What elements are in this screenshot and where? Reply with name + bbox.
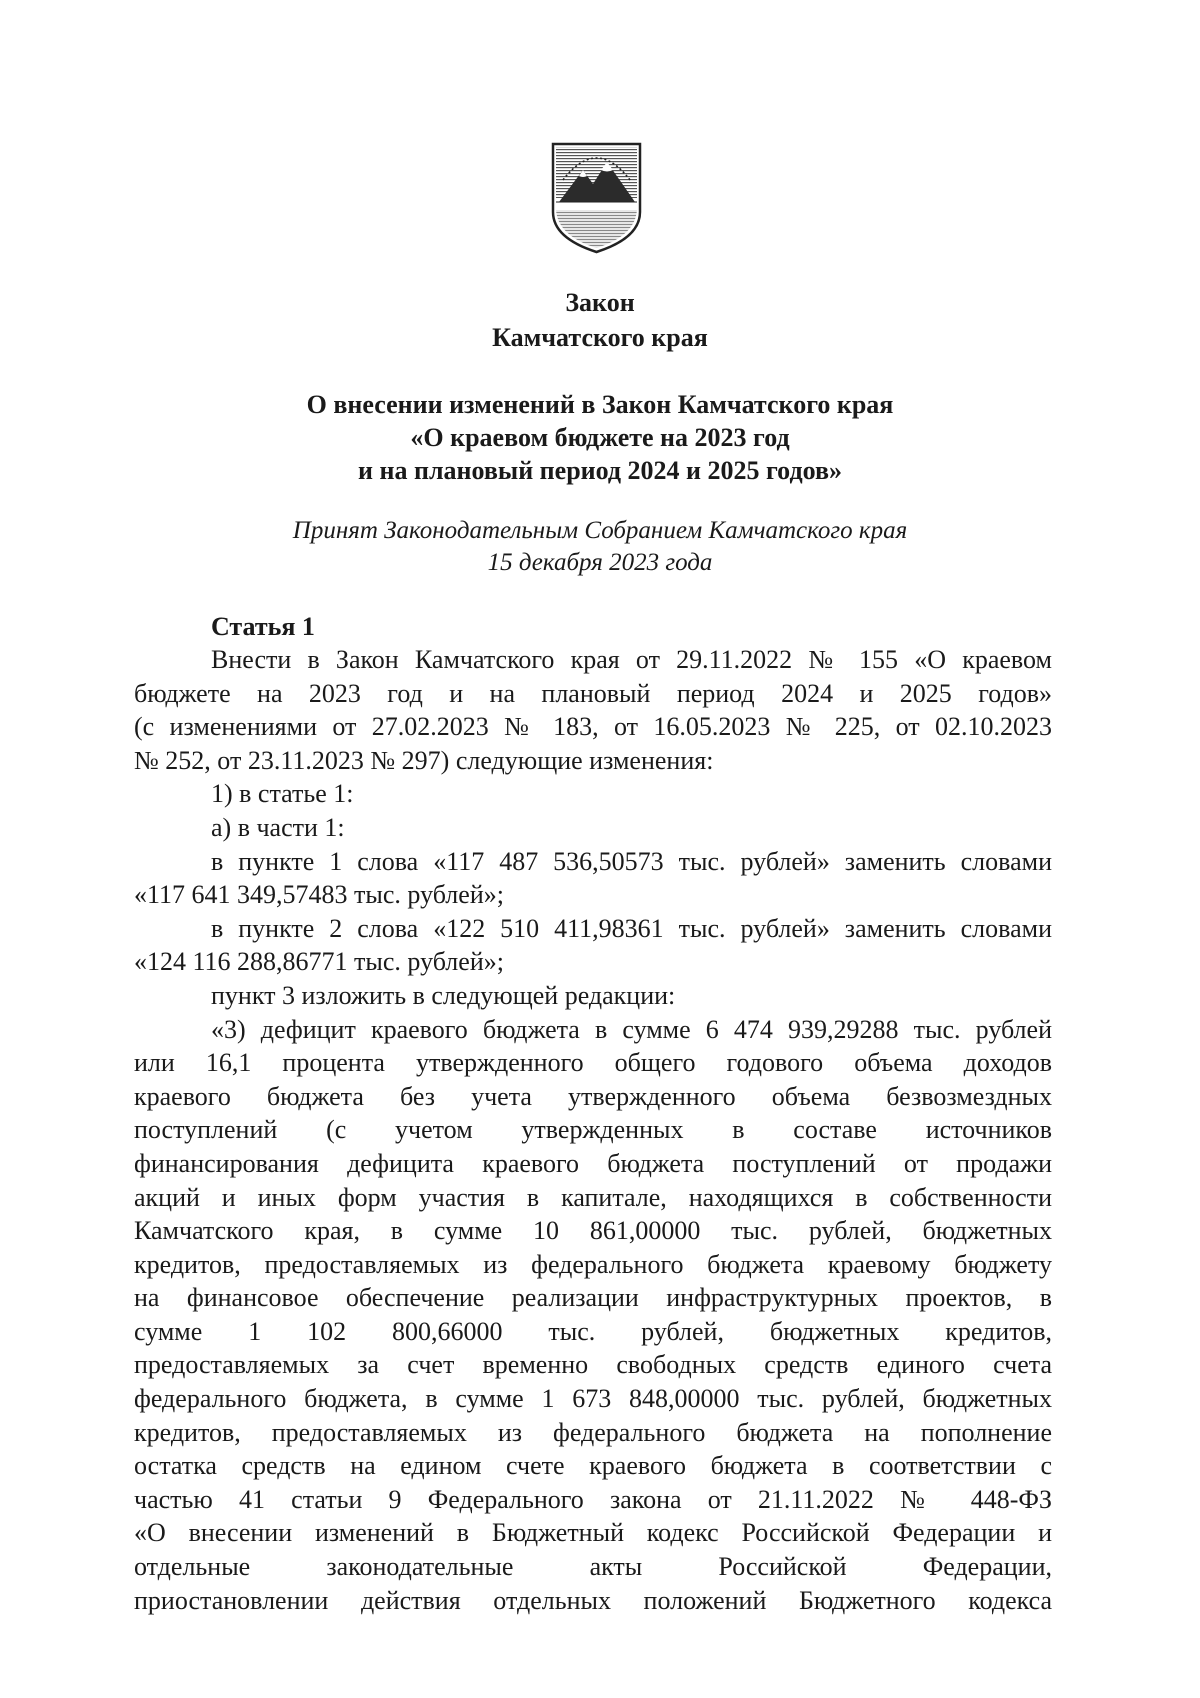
law-subtitle-line: «О краевом бюджете на 2023 год — [410, 423, 790, 452]
paragraph-point1 — [134, 845, 1052, 912]
text-line: федерального бюджета, в сумме 1 673 848,00000 тыс. рублей, бюджетных — [134, 1384, 1052, 1414]
law-subtitle — [0, 388, 1200, 487]
text-line: или 16,1 процента утвержденного общего годового объема доходов — [134, 1048, 1052, 1078]
list-item: 1) в статье 1: — [211, 779, 354, 809]
paragraph-point2 — [134, 912, 1052, 979]
text-line: поступлений (с учетом утвержденных в составе источников — [134, 1115, 1052, 1145]
text-line: кредитов, предоставляемых из федерального бюджета на пополнение — [134, 1417, 1052, 1447]
text-line: остатка средств на едином счете краевого бюджета в соответствии с — [134, 1451, 1052, 1481]
article-body — [134, 643, 1052, 1617]
text-line: «124 116 288,86771 тыс. рублей»; — [134, 947, 504, 977]
text-line: «3) дефицит краевого бюджета в сумме 6 474 939,29288 тыс. рублей — [211, 1014, 1052, 1044]
text-line: в пункте 2 слова «122 510 411,98361 тыс. рублей» заменить словами — [211, 913, 1052, 943]
text-line: Камчатского края, в сумме 10 861,00000 тыс. рублей, бюджетных — [134, 1216, 1052, 1246]
law-title-line: Закон — [565, 288, 635, 317]
text-line: «117 641 349,57483 тыс. рублей»; — [134, 880, 504, 910]
text-line: «О внесении изменений в Бюджетный кодекс Российской Федерации и — [134, 1518, 1052, 1548]
law-subtitle-line: и на плановый период 2024 и 2025 годов» — [358, 456, 842, 485]
text-line: № 252, от 23.11.2023 № 297) следующие изменения: — [134, 745, 714, 775]
text-line: кредитов, предоставляемых из федерального бюджета краевому бюджету — [134, 1249, 1052, 1279]
law-subtitle-line: О внесении изменений в Закон Камчатского края — [306, 390, 894, 419]
adoption-note-line: Принят Законодательным Собранием Камчатского края — [292, 517, 908, 544]
text-line: частью 41 статьи 9 Федерального закона от 21.11.2022 № 448-ФЗ — [134, 1484, 1052, 1514]
paragraph-intro — [134, 643, 1052, 777]
text-line: (с изменениями от 27.02.2023 № 183, от 16.05.2023 № 225, от 02.10.2023 — [134, 712, 1052, 742]
text-line: бюджете на 2023 год и на плановый период 2024 и 2025 годов» — [134, 678, 1052, 708]
law-title-line: Камчатского края — [492, 323, 708, 352]
text-line: предоставляемых за счет временно свободных средств единого счета — [134, 1350, 1052, 1380]
paragraph-point3: пункт 3 изложить в следующей редакции: — [211, 980, 676, 1010]
adoption-date: 15 декабря 2023 года — [487, 549, 713, 576]
list-item: а) в части 1: — [211, 812, 345, 842]
law-title — [0, 285, 1200, 355]
text-line: на финансовое обеспечение реализации инфраструктурных проектов, в — [134, 1283, 1052, 1313]
text-line: приостановлении действия отдельных положений Бюджетного кодекса — [134, 1585, 1052, 1615]
text-line: Внести в Закон Камчатского края от 29.11.2022 № 155 «О краевом — [211, 645, 1052, 674]
coat-of-arms-icon — [549, 140, 644, 255]
quoted-paragraph — [134, 1013, 1052, 1618]
adoption-note — [0, 515, 1200, 579]
text-line: в пункте 1 слова «117 487 536,50573 тыс. рублей» заменить словами — [211, 846, 1052, 876]
text-line: сумме 1 102 800,66000 тыс. рублей, бюджетных кредитов, — [134, 1316, 1052, 1346]
text-line: финансирования дефицита краевого бюджета поступлений от продажи — [134, 1148, 1052, 1178]
text-line: акций и иных форм участия в капитале, находящихся в собственности — [134, 1182, 1052, 1212]
article-heading: Статья 1 — [211, 612, 315, 641]
text-line: краевого бюджета без учета утвержденного объема безвозмездных — [134, 1081, 1052, 1111]
text-line: отдельные законодательные акты Российской Федерации, — [134, 1552, 1052, 1582]
